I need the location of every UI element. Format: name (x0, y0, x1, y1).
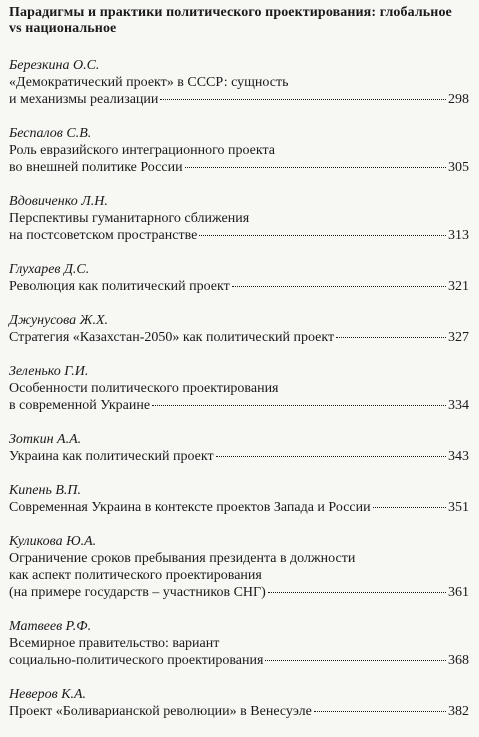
toc-entry-author: Кипень В.П. (9, 483, 81, 498)
dot-leader (373, 507, 446, 508)
toc-entry[interactable] (9, 312, 469, 346)
toc-entry-title-end: и механизмы реализации (9, 92, 159, 107)
toc-entry[interactable] (9, 57, 469, 108)
toc-entry-title-end: социально-политического проектирования (9, 653, 264, 668)
toc-entry-title-end: Революция как политический проект (9, 279, 230, 294)
dot-leader (216, 456, 446, 457)
toc-entry-page-number[interactable]: 361 (448, 585, 469, 600)
toc-entry-last-line (9, 227, 469, 244)
dot-leader (336, 337, 446, 338)
toc-entry-last-line (9, 584, 469, 601)
dot-leader (152, 405, 446, 406)
dot-leader (185, 167, 446, 168)
toc-entry-author: Матвеев Р.Ф. (9, 619, 92, 634)
toc-entry-title-end: Проект «Боливарианской революции» в Венесуэле (9, 704, 312, 719)
toc-entry-author: Зеленько Г.И. (9, 364, 89, 379)
toc-entry-page-number[interactable]: 334 (448, 398, 469, 413)
toc-entry-page-number[interactable]: 313 (448, 228, 469, 243)
toc-entries (9, 57, 469, 720)
dot-leader (314, 711, 446, 712)
dot-leader (232, 286, 446, 287)
toc-entry-page-number[interactable]: 298 (448, 92, 469, 107)
toc-entry-title-end: в современной Украине (9, 398, 151, 413)
toc-page (9, 0, 469, 737)
toc-entry-last-line (9, 329, 469, 346)
toc-entry-title-end: во внешней политике России (9, 160, 183, 175)
toc-entry-author: Глухарев Д.С. (9, 262, 90, 277)
toc-entry-last-line (9, 703, 469, 720)
toc-entry[interactable] (9, 261, 469, 295)
toc-entry[interactable] (9, 533, 469, 601)
toc-entry-author: Джунусова Ж.Х. (9, 313, 109, 328)
toc-entry[interactable] (9, 363, 469, 414)
toc-entry[interactable] (9, 618, 469, 669)
toc-entry[interactable] (9, 125, 469, 176)
toc-entry-last-line (9, 652, 469, 669)
toc-entry-title-line: Перспективы гуманитарного сближения (9, 211, 250, 226)
toc-entry-last-line (9, 448, 469, 465)
toc-entry-last-line (9, 159, 469, 176)
toc-entry-last-line (9, 278, 469, 295)
toc-entry-page-number[interactable]: 327 (448, 330, 469, 345)
toc-entry[interactable] (9, 431, 469, 465)
toc-entry-page-number[interactable]: 321 (448, 279, 469, 294)
toc-entry-page-number[interactable]: 368 (448, 653, 469, 668)
dot-leader (265, 660, 446, 661)
toc-entry[interactable] (9, 686, 469, 720)
toc-entry-author: Куликова Ю.А. (9, 534, 97, 549)
toc-entry-title-line: Всемирное правительство: вариант (9, 636, 220, 651)
toc-entry-author: Зоткин А.А. (9, 432, 82, 447)
toc-entry-last-line (9, 397, 469, 414)
toc-entry-title-end: Стратегия «Казахстан-2050» как политический проект (9, 330, 335, 345)
toc-entry-title-end: на постсоветском пространстве (9, 228, 198, 243)
toc-entry-page-number[interactable]: 351 (448, 500, 469, 515)
toc-entry-page-number[interactable]: 382 (448, 704, 469, 719)
toc-entry-last-line (9, 499, 469, 516)
section-title (9, 5, 469, 37)
toc-entry-page-number[interactable]: 305 (448, 160, 469, 175)
toc-entry-author: Вдовиченко Л.Н. (9, 194, 108, 209)
toc-entry-title-line: Особенности политического проектирования (9, 381, 279, 396)
section-title-line-1: Парадигмы и практики политического проектирования: глобальное (9, 5, 452, 20)
toc-entry-title-line: Роль евразийского интеграционного проекта (9, 143, 276, 158)
toc-entry-title-line: как аспект политического проектирования (9, 568, 262, 583)
dot-leader (160, 99, 446, 100)
section-title-line-2: vs национальное (9, 21, 117, 36)
toc-entry[interactable] (9, 482, 469, 516)
toc-entry-author: Березкина О.С. (9, 58, 100, 73)
toc-entry-title-line: «Демократический проект» в СССР: сущность (9, 75, 289, 90)
toc-entry-author: Беспалов С.В. (9, 126, 92, 141)
dot-leader (199, 235, 446, 236)
toc-entry-page-number[interactable]: 343 (448, 449, 469, 464)
toc-entry-title-line: Ограничение сроков пребывания президента в должности (9, 551, 356, 566)
toc-entry-title-end: Современная Украина в контексте проектов Запада и России (9, 500, 371, 515)
toc-entry[interactable] (9, 193, 469, 244)
toc-entry-title-end: Украина как политический проект (9, 449, 214, 464)
toc-entry-author: Неверов К.А. (9, 687, 87, 702)
toc-entry-last-line (9, 91, 469, 108)
toc-entry-title-end: (на примере государств – участников СНГ) (9, 585, 266, 600)
dot-leader (268, 592, 446, 593)
